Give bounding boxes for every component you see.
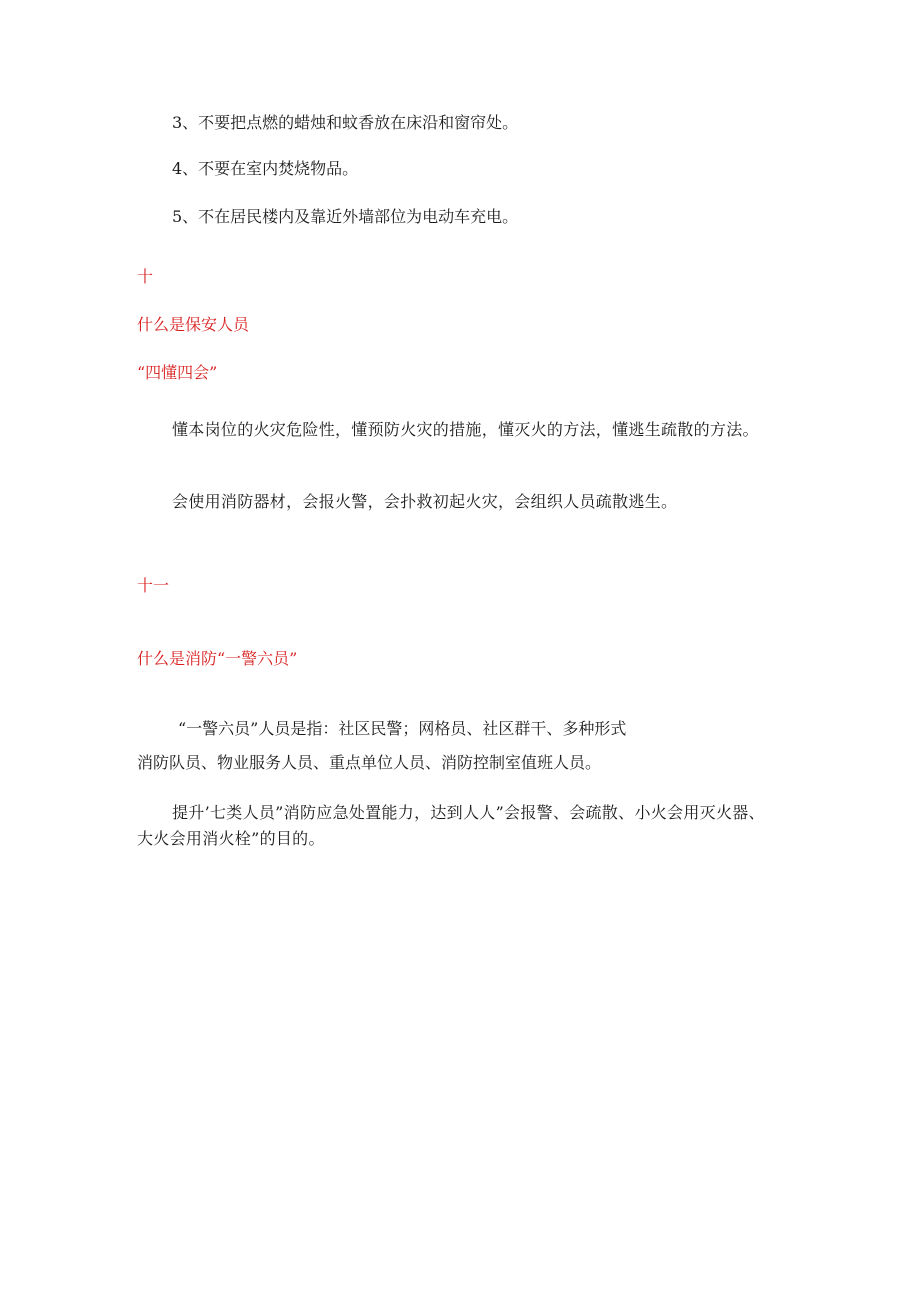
section-11-number: 十一	[137, 576, 170, 595]
list-item-4: 4、不要在室内焚烧物品。	[172, 159, 359, 178]
section-11-paragraph-1-line2: 消防队员、物业服务人员、重点单位人员、消防控制室值班人员。	[137, 753, 602, 772]
section-11-title: 什么是消防“一警六员”	[137, 649, 298, 668]
section-10-paragraph-2: 会使用消防器材，会报火警，会扑救初起火灾，会组织人员疏散逃生。	[172, 492, 678, 511]
list-item-3: 3、不要把点燃的蜡烛和蚊香放在床沿和窗帘处。	[172, 113, 519, 132]
section-11-paragraph-1-line1: “一警六员”人员是指：社区民警；网格员、社区群干、多种形式	[178, 719, 627, 738]
section-10-title-line2: “四懂四会”	[137, 363, 218, 382]
list-item-5: 5、不在居民楼内及靠近外墙部位为电动车充电。	[172, 207, 519, 226]
section-11-paragraph-2: 提升’七类人员”消防应急处置能力，达到人人”会报警、会疏散、小火会用灭火器、大火会用消火栓”的目的。	[137, 803, 765, 848]
section-10-title-line1: 什么是保安人员	[137, 315, 250, 334]
section-10-number: 十	[137, 267, 154, 286]
section-10-paragraph-1: 懂本岗位的火灾危险性，懂预防火灾的措施，懂灭火的方法，懂逃生疏散的方法。	[172, 420, 759, 439]
